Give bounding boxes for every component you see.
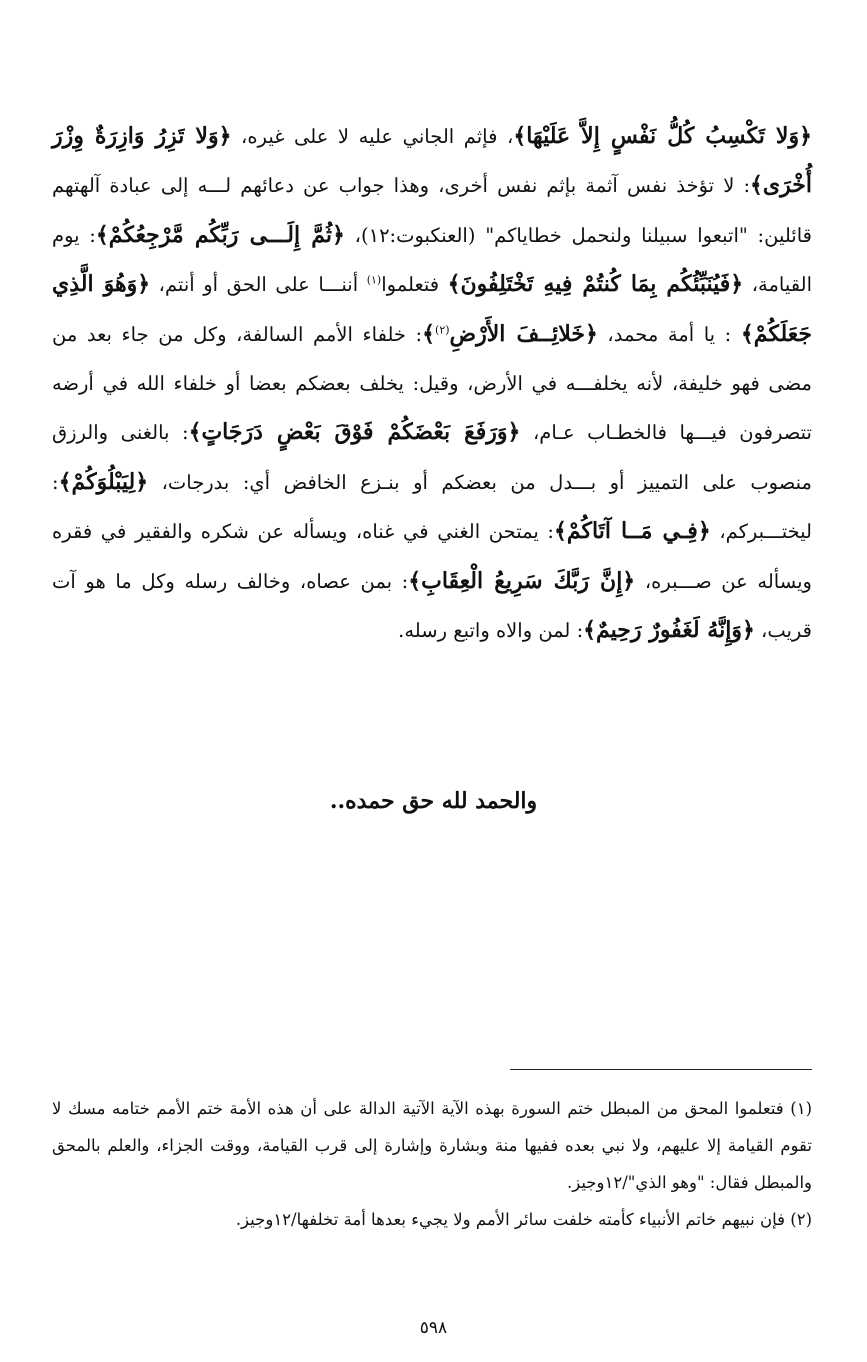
- footnote-ref-2[interactable]: (٢): [435, 323, 450, 337]
- main-text: [52, 112, 812, 655]
- quran-verse: ﴿ثُمَّ إِلَـــى رَبِّكُم مَّرْجِعُكُمْ﴾: [95, 221, 345, 248]
- footnote-divider: [510, 1069, 812, 1070]
- commentary-text: : لا تؤخذ نفس آثمة بإثم نفس أخرى، وهذا جواب عن دعائهم لـــه إلى عبادة آلهتهم قائلين: "اتبعوا سبيلنا ولنحمل خطاياكم" (العنكبوت:١٢)،: [52, 174, 812, 247]
- page-number: ٥٩٨: [419, 1318, 448, 1338]
- quran-verse: ﴿وَلا تَكْسِبُ كُلُّ نَفْسٍ إِلاَّ عَلَيْهَا﴾: [513, 123, 812, 149]
- footnote-1: (١) فتعلموا المحق من المبطل ختم السورة بهذه الآية الآتية الدالة على أن هذه الأمة ختم الأمم ختامه مسك لا تقوم القيامة إلا عليهم، ولا نبي بعده ففيها منة وبشارة وإشارة إلى قرب القيامة، ووقت الجزاء، والعلم بالمحق والمبطل فقال: "وهو الذي"/١٢وجيز.: [52, 1099, 812, 1192]
- quran-verse: ﴿وَإِنَّهُ لَغَفُورٌ رَحِيمٌ﴾: [583, 617, 755, 644]
- commentary-text: : يا أمة محمد،: [597, 322, 741, 346]
- footnote-ref-1[interactable]: (١): [366, 273, 382, 287]
- quran-verse: ﴿لِيَبْلُوَكُمْ﴾: [58, 468, 149, 495]
- commentary-text: : بمن عصاه، وخالف رسله وكل ما هو آت قريب،: [52, 569, 812, 643]
- commentary-text: فتعلموا: [381, 273, 448, 297]
- footnote-2: (٢) فإن نبيهم خاتم الأنبياء كأمته خلفت سائر الأمم ولا يجيء بعدها أمة تخلفها/١٢وجيز.: [235, 1210, 812, 1229]
- commentary-text: أننـــا على الحق أو أنتم،: [150, 273, 367, 297]
- footnotes: [52, 1090, 812, 1238]
- quran-verse: ﴿خَلائِــفَ الأَرْضِ: [449, 320, 598, 347]
- quran-verse: ﴿فِـي مَــا آتَاكُمْ﴾: [554, 518, 711, 545]
- quran-verse: ﴿إِنَّ رَبَّكَ سَرِيعُ الْعِقَابِ﴾: [408, 567, 636, 594]
- commentary-text: : بالغنى والرزق منصوب على التمييز أو بـــدل من بعضكم أو بنـزع الخافض أي: بدرجات،: [52, 421, 812, 494]
- quran-verse: ﴿وَلا تَزِرُ وَازِرَةٌ وِزْرَ أُخْرَى﴾: [52, 123, 812, 199]
- commentary-text: : يمتحن الغني في غناه، ويسأله عن شكره والفقير في فقره ويسأله عن صـــبره،: [52, 520, 812, 593]
- quran-verse: ﴿وَرَفَعَ بَعْضَكُمْ فَوْقَ بَعْضٍ دَرَجَاتٍ﴾: [188, 419, 521, 446]
- commentary-text: : لمن والاه واتبع رسله.: [398, 619, 584, 643]
- closing-line: والحمد لله حق حمده..: [329, 788, 538, 814]
- quran-verse-close: ﴾: [422, 320, 436, 347]
- commentary-text: : خلفاء الأمم السالفة، وكل من جاء بعد من مضى فهو خليفة، لأنه يخلفـــه في الأرض، وقيل: يخلف بعضكم بعضا أو خلفاء الله في أرضه تتصرفون فيـــها فالخطـاب عـام،: [52, 322, 812, 445]
- quran-verse: ﴿وَهُوَ الَّذِي جَعَلَكُمْ﴾: [52, 271, 812, 347]
- commentary-text: : ليختـــبركم،: [52, 470, 812, 544]
- quran-verse: ﴿فَيُنَبِّئُكُم بِمَا كُنتُمْ فِيهِ تَخْتَلِفُونَ﴾: [447, 271, 744, 298]
- commentary-text: : يوم القيامة،: [52, 223, 812, 297]
- commentary-text: ، فإثم الجاني عليه لا على غيره،: [231, 125, 514, 148]
